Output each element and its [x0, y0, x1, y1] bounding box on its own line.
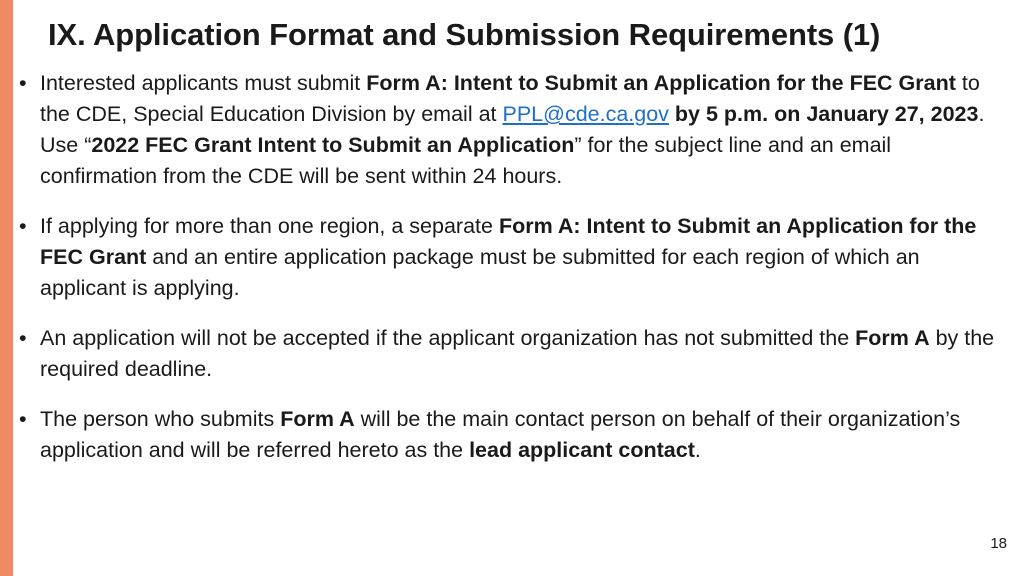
slide-title: IX. Application Format and Submission Requirements (1) [48, 17, 881, 52]
form-a-name: Form A: Intent to Submit an Application for the FEC Grant [40, 214, 977, 269]
email-link[interactable]: PPL@cde.ca.gov [502, 102, 669, 126]
lead-applicant-contact-text: lead applicant contact [469, 438, 695, 462]
bullet-text: If applying for more than one region, a separate [40, 214, 499, 238]
bullet-text: ” for the subject line and an email confirmation from the CDE will be sent within 24 hours. [40, 133, 892, 188]
form-a-name: Form A [280, 407, 355, 431]
bullet-text: . [694, 438, 701, 462]
bullet-text: An application will not be accepted if the applicant organization has not submitted the [40, 326, 856, 350]
bullet-item-intent-form [19, 68, 1009, 192]
bullet-list [19, 68, 1009, 485]
bullet-text: will be the main contact person on behalf of their organization’s application and will be referred hereto as the [40, 407, 961, 462]
form-a-name: Form A: Intent to Submit an Application for the FEC Grant [366, 71, 956, 95]
page-number: 18 [990, 535, 1007, 552]
subject-line-text: 2022 FEC Grant Intent to Submit an Application [91, 133, 575, 157]
form-a-name: Form A [855, 326, 930, 350]
bullet-text: The person who submits [40, 407, 281, 431]
bullet-dot: • [19, 326, 27, 350]
bullet-text: by the required deadline. [40, 326, 995, 381]
bullet-dot: • [19, 71, 27, 95]
bullet-item-multiple-regions [19, 211, 1009, 304]
deadline-text: by 5 p.m. on January 27, 2023 [674, 102, 979, 126]
bullet-text: Interested applicants must submit [40, 71, 367, 95]
bullet-text: and an entire application package must be submitted for each region of which an applicant is applying. [40, 245, 920, 300]
accent-bar [0, 0, 13, 576]
bullet-item-not-accepted [19, 323, 1009, 385]
bullet-dot: • [19, 407, 27, 431]
bullet-text: to the CDE, Special Education Division by email at [40, 71, 980, 126]
bullet-dot: • [19, 214, 27, 238]
bullet-item-lead-contact [19, 404, 1009, 466]
bullet-text: . Use “ [40, 102, 985, 157]
